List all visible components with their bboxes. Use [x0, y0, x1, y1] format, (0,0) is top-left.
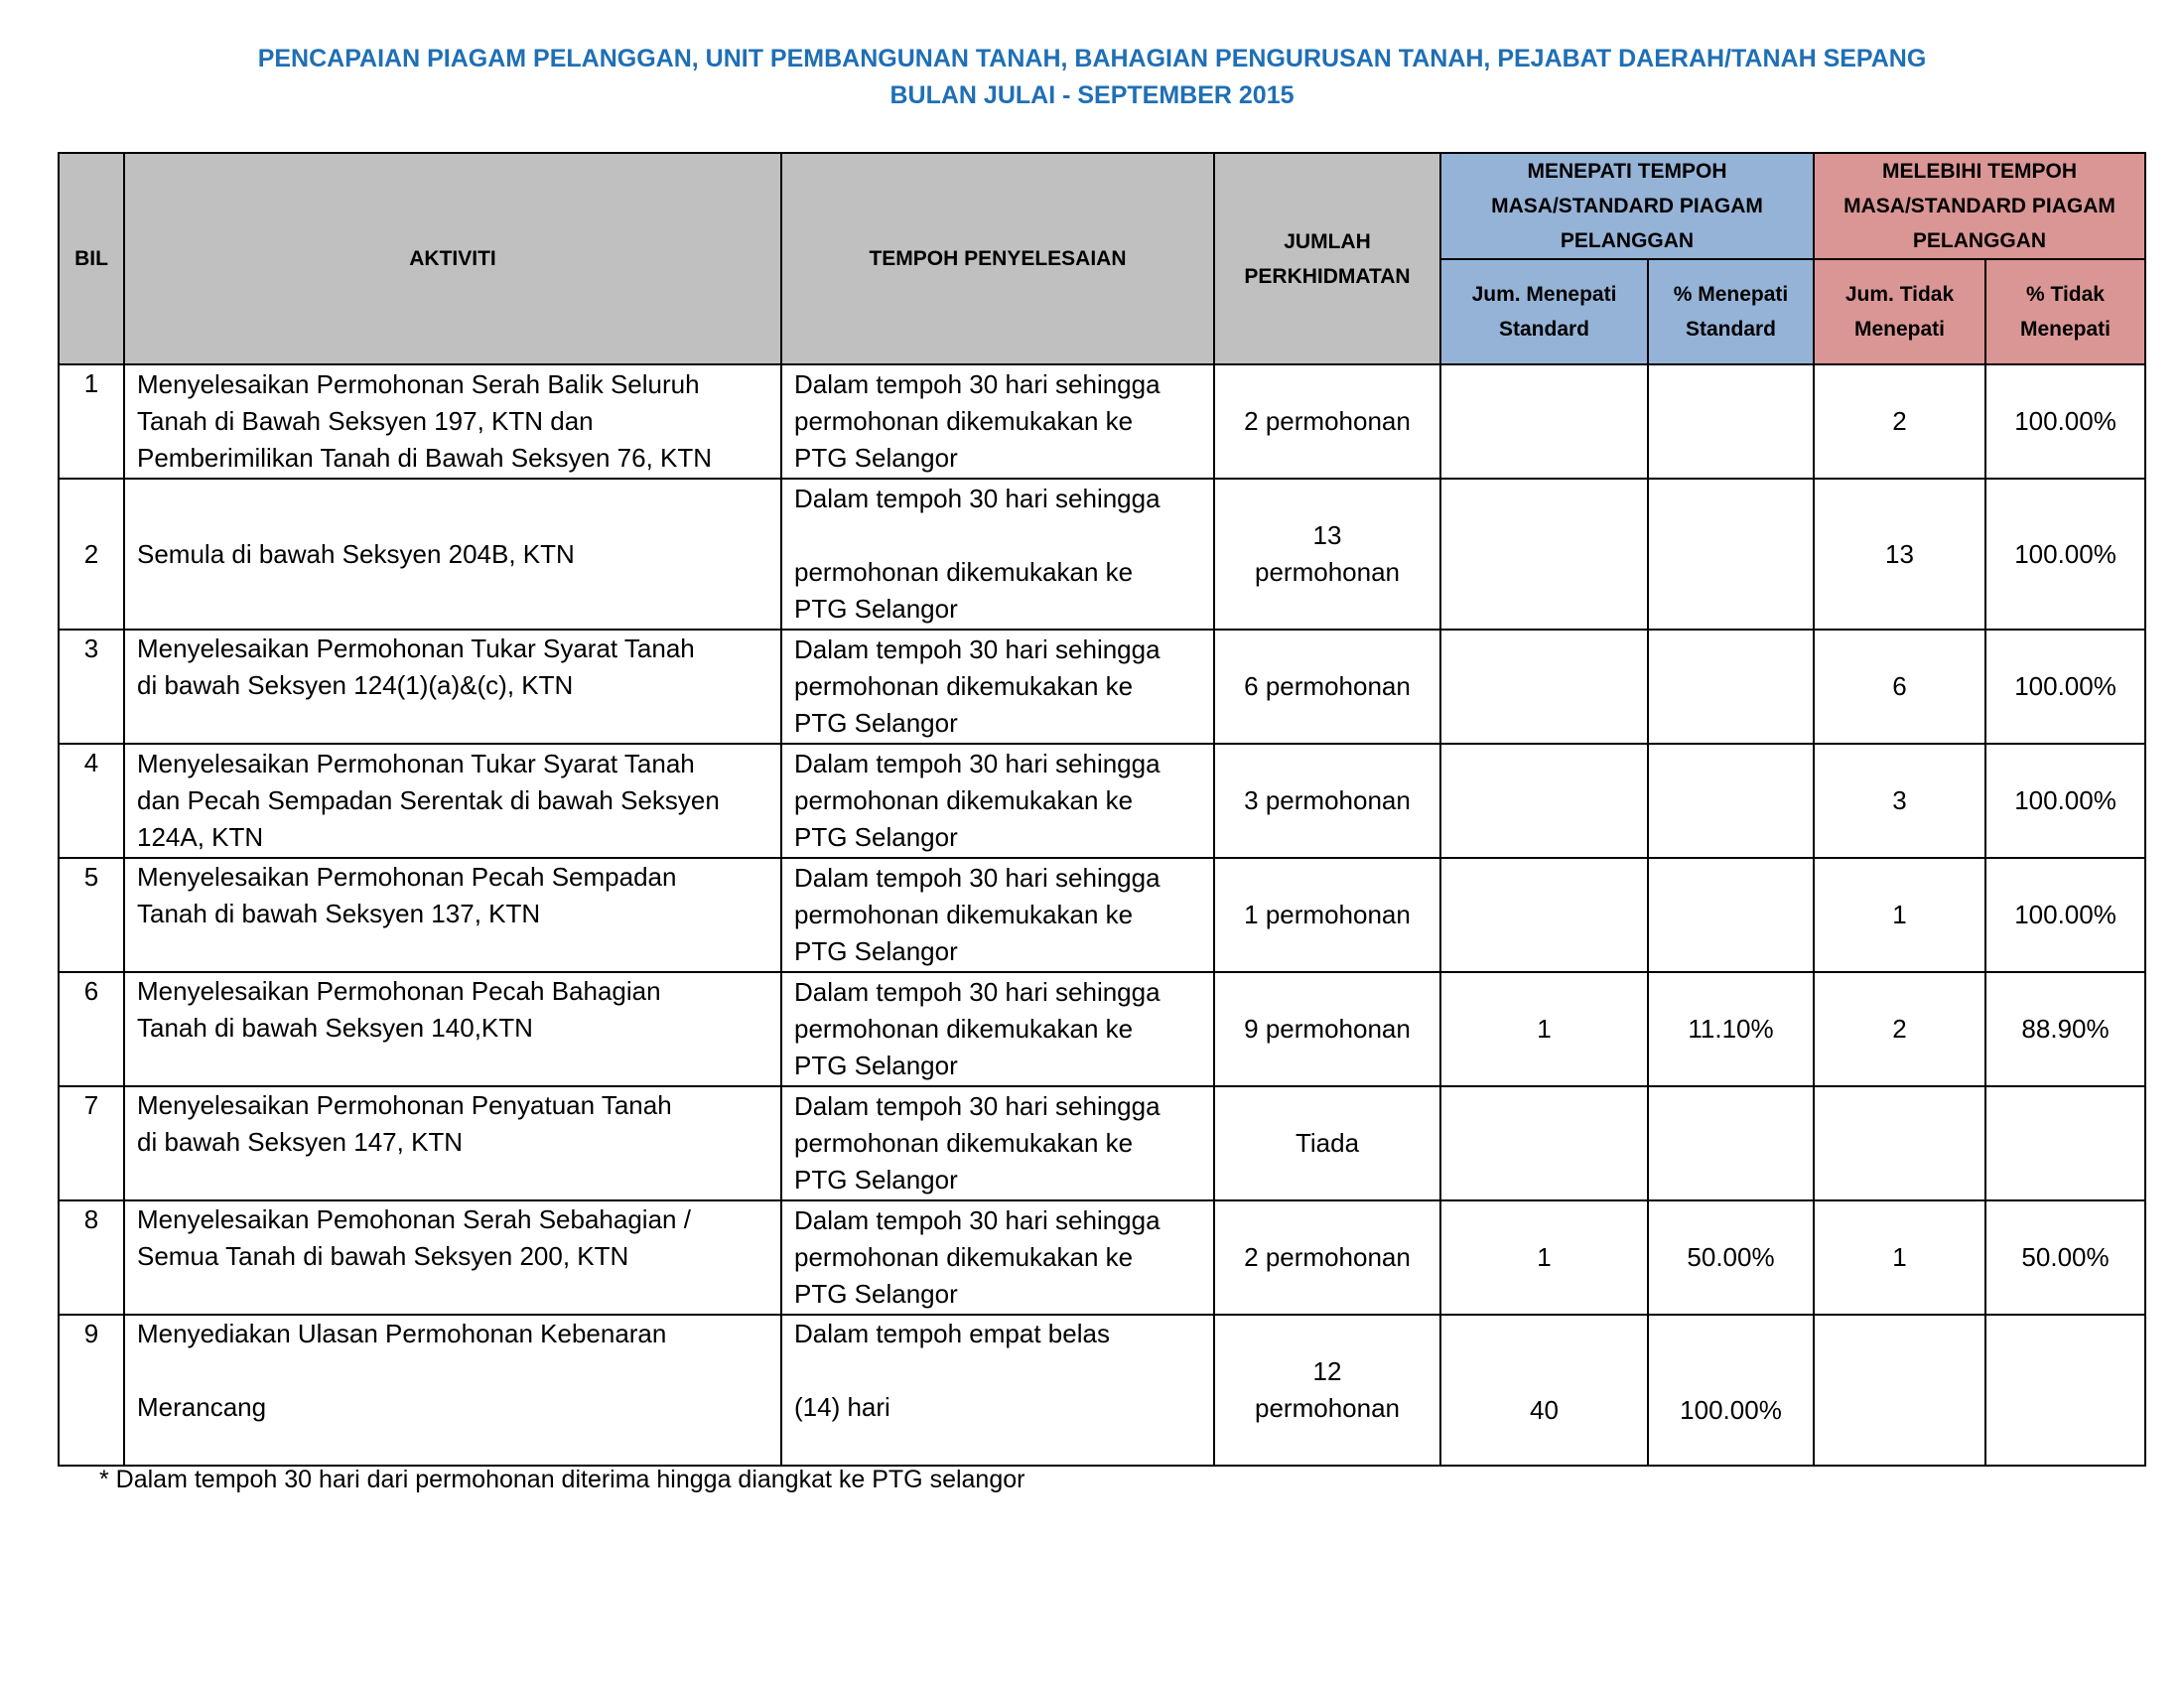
row-aktiviti: Menyelesaikan Permohonan Penyatuan Tanah di bawah Seksyen 147, KTN [124, 1086, 781, 1200]
row-bil: 3 [59, 630, 124, 744]
row-aktiviti: Menyediakan Ulasan Permohonan Kebenaran Merancang [124, 1315, 781, 1466]
table-row [59, 1315, 2145, 1466]
row-jumlah: 2 permohonan [1214, 364, 1440, 479]
table-row [59, 479, 2145, 630]
row-pct-tidak: 100.00% [1985, 479, 2145, 630]
row-pct-tidak: 100.00% [1985, 630, 2145, 744]
row-jum-tidak: 13 [1814, 479, 1985, 630]
table-row [59, 630, 2145, 744]
row-jum-tidak: 6 [1814, 630, 1985, 744]
row-pct-menepati: 50.00% [1648, 1200, 1814, 1315]
table-row [59, 744, 2145, 858]
page-title: PENCAPAIAN PIAGAM PELANGGAN, UNIT PEMBANGUNAN TANAH, BAHAGIAN PENGURUSAN TANAH, PEJABAT DAERAH/TANAH SEPANG [257, 45, 1927, 72]
row-jum-menepati [1440, 1086, 1648, 1200]
row-pct-tidak: 50.00% [1985, 1200, 2145, 1315]
row-jum-menepati [1440, 630, 1648, 744]
row-pct-menepati: 11.10% [1648, 972, 1814, 1086]
header-jum-menepati: Jum. Menepati Standard [1440, 259, 1648, 364]
row-pct-tidak [1985, 1315, 2145, 1466]
row-jum-menepati: 1 [1440, 972, 1648, 1086]
row-aktiviti: Menyelesaikan Permohonan Tukar Syarat Tanah dan Pecah Sempadan Serentak di bawah Seksyen 124A, KTN [124, 744, 781, 858]
row-jumlah: 3 permohonan [1214, 744, 1440, 858]
table-row [59, 1086, 2145, 1200]
row-jum-tidak [1814, 1086, 1985, 1200]
header-tempoh: TEMPOH PENYELESAIAN [781, 153, 1214, 364]
row-tempoh: Dalam tempoh 30 hari sehingga permohonan dikemukakan ke PTG Selangor [781, 479, 1214, 630]
row-jum-tidak: 1 [1814, 1200, 1985, 1315]
row-jumlah: 6 permohonan [1214, 630, 1440, 744]
row-jumlah: 2 permohonan [1214, 1200, 1440, 1315]
row-bil: 2 [59, 479, 124, 630]
row-jum-tidak: 2 [1814, 972, 1985, 1086]
row-aktiviti: Semula di bawah Seksyen 204B, KTN [124, 479, 781, 630]
row-bil: 8 [59, 1200, 124, 1315]
header-jumlah: JUMLAH PERKHIDMATAN [1214, 153, 1440, 364]
row-bil: 5 [59, 858, 124, 972]
table-row [59, 972, 2145, 1086]
row-pct-menepati [1648, 630, 1814, 744]
row-tempoh: Dalam tempoh empat belas (14) hari [781, 1315, 1214, 1466]
table-row [59, 858, 2145, 972]
row-aktiviti: Menyelesaikan Permohonan Pecah Bahagian Tanah di bawah Seksyen 140,KTN [124, 972, 781, 1086]
row-pct-menepati [1648, 1086, 1814, 1200]
header-melebihi-group: MELEBIHI TEMPOH MASA/STANDARD PIAGAM PELANGGAN [1814, 153, 2145, 259]
row-jumlah: 12 permohonan [1214, 1315, 1440, 1466]
header-bil: BIL [59, 153, 124, 364]
row-pct-tidak: 100.00% [1985, 364, 2145, 479]
row-jum-tidak [1814, 1315, 1985, 1466]
row-pct-menepati: 100.00% [1648, 1315, 1814, 1466]
row-jum-tidak: 2 [1814, 364, 1985, 479]
row-bil: 6 [59, 972, 124, 1086]
row-aktiviti: Menyelesaikan Pemohonan Serah Sebahagian / Semua Tanah di bawah Seksyen 200, KTN [124, 1200, 781, 1315]
page-subtitle: BULAN JULAI - SEPTEMBER 2015 [889, 81, 1295, 109]
row-tempoh: Dalam tempoh 30 hari sehingga permohonan dikemukakan ke PTG Selangor [781, 1086, 1214, 1200]
row-pct-tidak: 100.00% [1985, 858, 2145, 972]
row-aktiviti: Menyelesaikan Permohonan Pecah Sempadan Tanah di bawah Seksyen 137, KTN [124, 858, 781, 972]
row-jumlah: Tiada [1214, 1086, 1440, 1200]
row-jum-menepati: 40 [1440, 1315, 1648, 1466]
table-row [59, 1200, 2145, 1315]
row-pct-tidak [1985, 1086, 2145, 1200]
row-bil: 7 [59, 1086, 124, 1200]
row-bil: 4 [59, 744, 124, 858]
row-pct-menepati [1648, 744, 1814, 858]
row-pct-tidak: 88.90% [1985, 972, 2145, 1086]
row-jum-menepati [1440, 744, 1648, 858]
row-bil: 1 [59, 364, 124, 479]
row-tempoh: Dalam tempoh 30 hari sehingga permohonan dikemukakan ke PTG Selangor [781, 858, 1214, 972]
header-pct-menepati: % Menepati Standard [1648, 259, 1814, 364]
row-tempoh: Dalam tempoh 30 hari sehingga permohonan dikemukakan ke PTG Selangor [781, 630, 1214, 744]
row-tempoh: Dalam tempoh 30 hari sehingga permohonan dikemukakan ke PTG Selangor [781, 744, 1214, 858]
row-jum-menepati [1440, 364, 1648, 479]
piagam-table [58, 152, 2146, 1467]
row-jum-menepati [1440, 858, 1648, 972]
row-jum-menepati: 1 [1440, 1200, 1648, 1315]
row-pct-menepati [1648, 364, 1814, 479]
row-jum-tidak: 3 [1814, 744, 1985, 858]
row-tempoh: Dalam tempoh 30 hari sehingga permohonan dikemukakan ke PTG Selangor [781, 364, 1214, 479]
row-pct-tidak: 100.00% [1985, 744, 2145, 858]
table-row [59, 364, 2145, 479]
row-jumlah: 13 permohonan [1214, 479, 1440, 630]
header-menepati-group: MENEPATI TEMPOH MASA/STANDARD PIAGAM PELANGGAN [1440, 153, 1814, 259]
row-jum-menepati [1440, 479, 1648, 630]
header-pct-tidak: % Tidak Menepati [1985, 259, 2145, 364]
row-tempoh: Dalam tempoh 30 hari sehingga permohonan dikemukakan ke PTG Selangor [781, 1200, 1214, 1315]
header-jum-tidak: Jum. Tidak Menepati [1814, 259, 1985, 364]
row-pct-menepati [1648, 858, 1814, 972]
footnote: * Dalam tempoh 30 hari dari permohonan diterima hingga diangkat ke PTG selangor [99, 1466, 1025, 1493]
row-aktiviti: Menyelesaikan Permohonan Tukar Syarat Tanah di bawah Seksyen 124(1)(a)&(c), KTN [124, 630, 781, 744]
row-jumlah: 1 permohonan [1214, 858, 1440, 972]
row-jumlah: 9 permohonan [1214, 972, 1440, 1086]
row-aktiviti: Menyelesaikan Permohonan Serah Balik Seluruh Tanah di Bawah Seksyen 197, KTN dan Pemberimilikan Tanah di Bawah Seksyen 76, KTN [124, 364, 781, 479]
row-jum-tidak: 1 [1814, 858, 1985, 972]
row-tempoh: Dalam tempoh 30 hari sehingga permohonan dikemukakan ke PTG Selangor [781, 972, 1214, 1086]
row-bil: 9 [59, 1315, 124, 1466]
header-aktiviti: AKTIVITI [124, 153, 781, 364]
row-pct-menepati [1648, 479, 1814, 630]
